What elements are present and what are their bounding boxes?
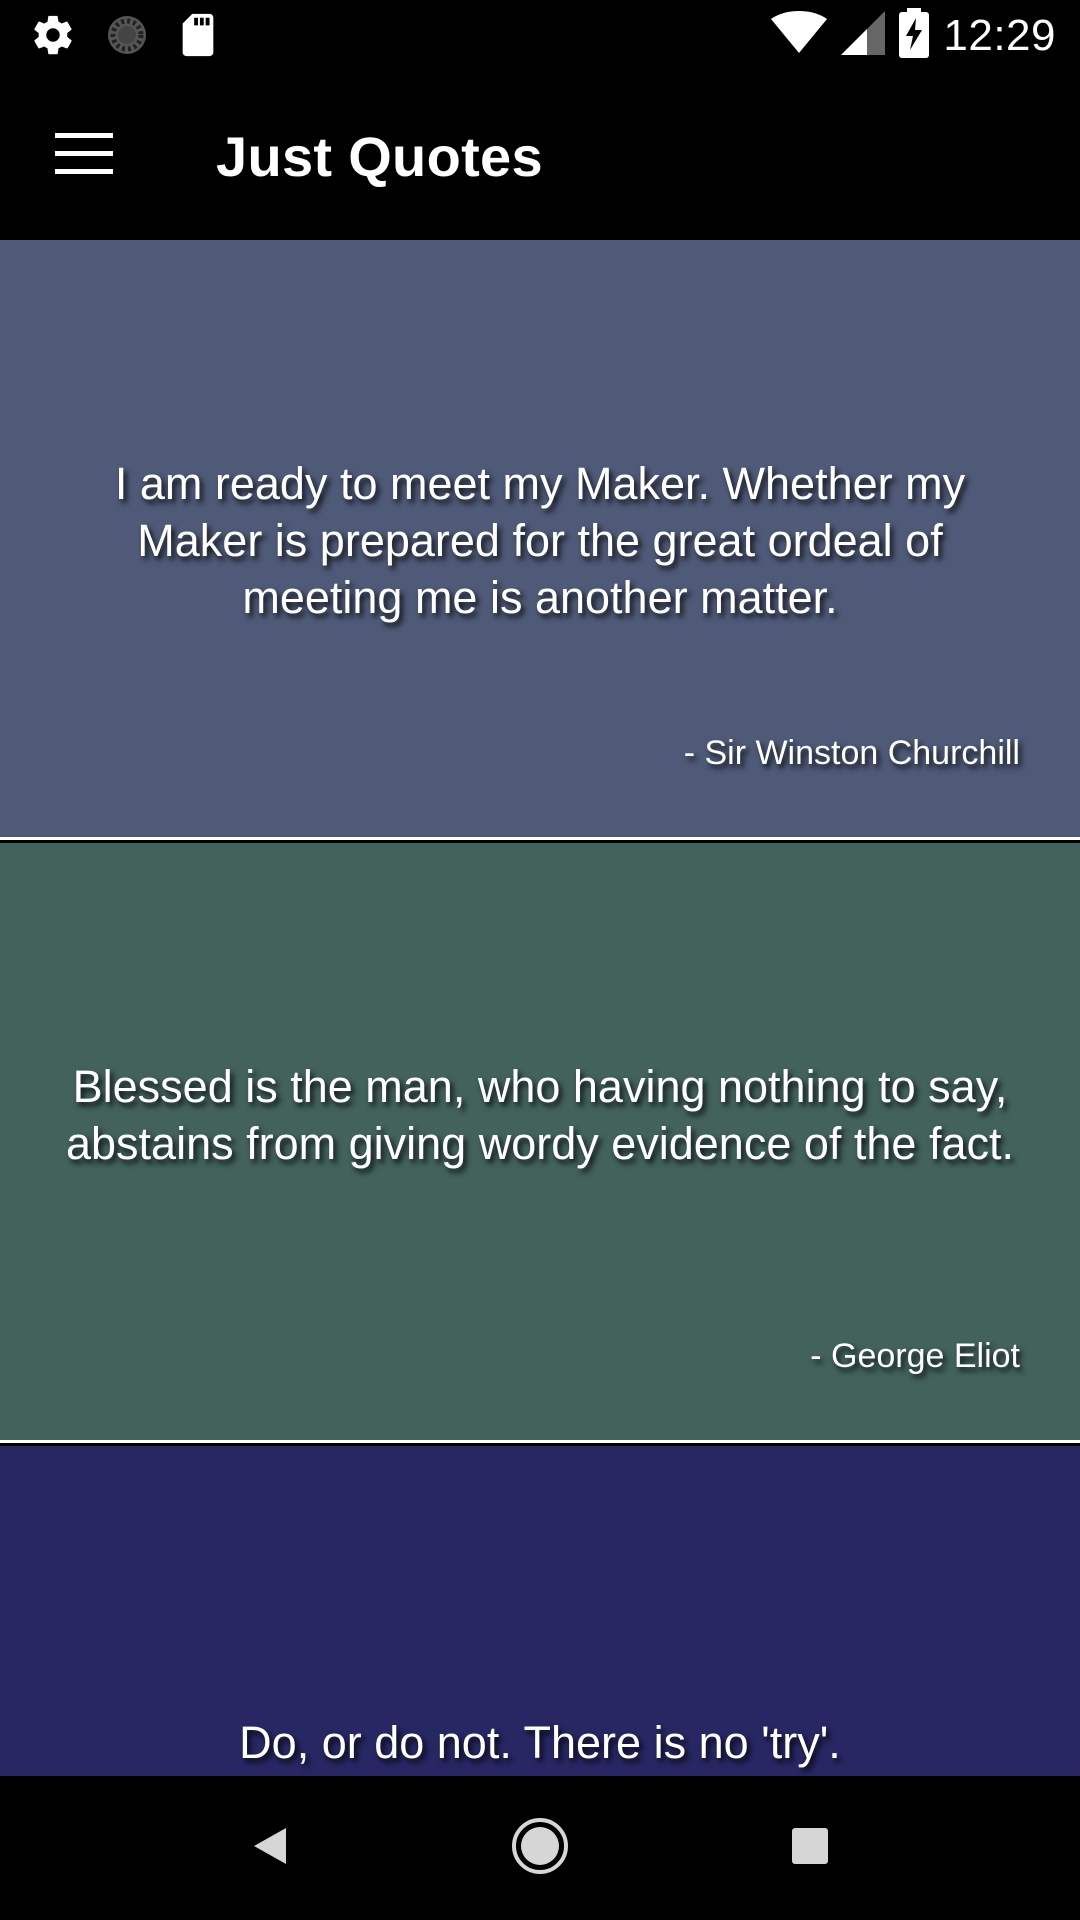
quote-text: Do, or do not. There is no 'try'. — [239, 1717, 841, 1768]
menu-button[interactable] — [34, 116, 134, 196]
recents-button[interactable] — [770, 1808, 850, 1888]
quote-author: - Sir Winston Churchill — [683, 734, 1020, 772]
quote-list[interactable] — [0, 240, 1080, 1776]
back-icon[interactable] — [248, 1824, 292, 1873]
home-button[interactable] — [500, 1808, 580, 1888]
settings-icon — [30, 12, 76, 63]
quote-text: Blessed is the man, who having nothing to say, abstains from giving wordy evidence of the fact. — [66, 1061, 1014, 1169]
app-title: Just Quotes — [216, 125, 543, 188]
recents-icon[interactable] — [790, 1826, 830, 1871]
wifi-icon — [771, 10, 827, 61]
sd-card-icon — [178, 12, 218, 63]
home-icon[interactable] — [510, 1816, 570, 1881]
back-button[interactable] — [230, 1808, 310, 1888]
quote-card[interactable] — [0, 240, 1080, 840]
quote-card[interactable] — [0, 843, 1080, 1443]
quote-author: - George Eliot — [810, 1337, 1020, 1375]
battery-charging-icon — [899, 8, 929, 63]
status-time: 12:29 — [943, 10, 1056, 60]
cellular-signal-icon — [841, 10, 885, 61]
sync-loading-icon — [104, 12, 150, 63]
quote-card[interactable] — [0, 1446, 1080, 1776]
navigation-bar — [0, 1776, 1080, 1920]
hamburger-menu-icon[interactable] — [55, 133, 113, 180]
quote-text: I am ready to meet my Maker. Whether my Maker is prepared for the great ordeal of meeting me is another matter. — [114, 458, 966, 623]
status-bar — [0, 0, 1080, 72]
app-bar — [0, 72, 1080, 240]
